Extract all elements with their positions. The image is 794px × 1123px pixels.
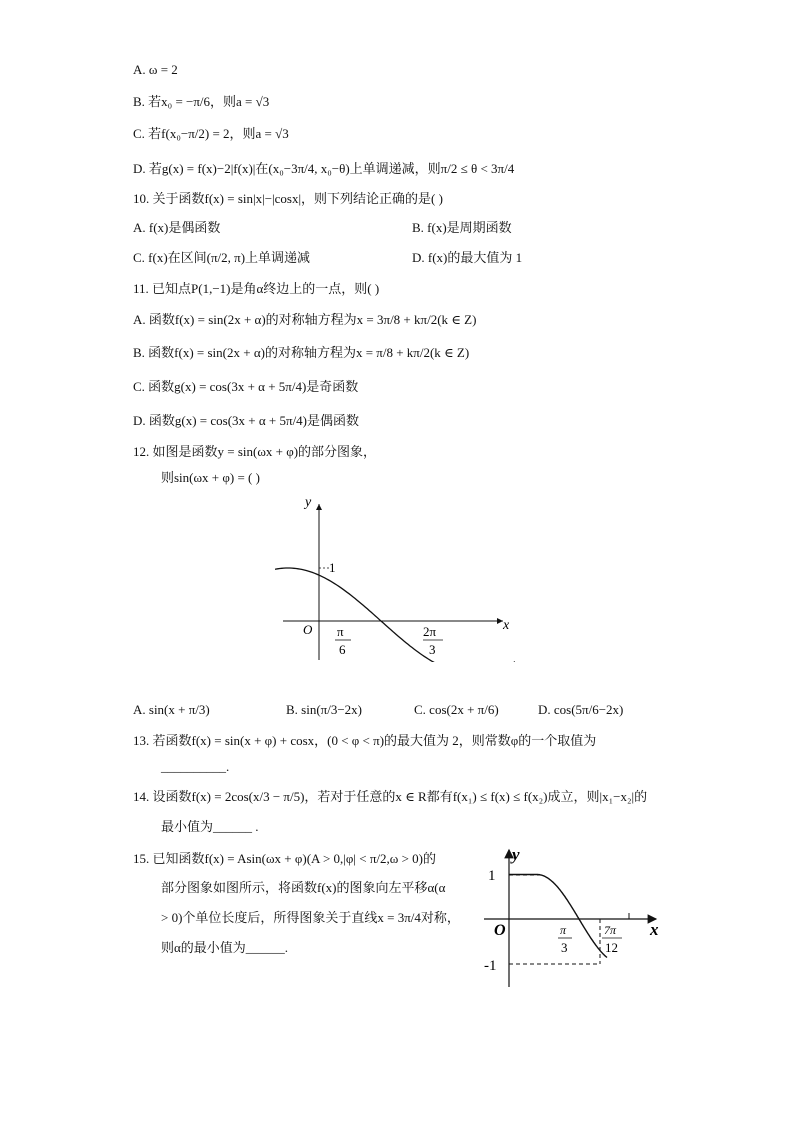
- q11-stem: 11. 已知点P(1,−1)是角α终边上的一点，则( ): [133, 281, 380, 296]
- q10-option-a: A. f(x)是偶函数: [133, 220, 221, 235]
- q12-stem-2: 则sin(ωx + φ) = ( ): [161, 470, 260, 485]
- q11-option-a: A. 函数f(x) = sin(2x + α)的对称轴方程为x = 3π/8 + kπ/2(k ∈ Z): [133, 312, 477, 327]
- q15-graph: [474, 842, 670, 992]
- q12-option-b: B. sin(π/3−2x): [286, 702, 363, 717]
- y-tick-1: 1: [329, 560, 336, 575]
- q10-option-d: D. f(x)的最大值为 1: [412, 250, 523, 265]
- q10-option-b: B. f(x)是周期函数: [412, 220, 512, 235]
- q12-option-d: D. cos(5π/6−2x): [538, 702, 624, 717]
- x-axis-label: x: [650, 920, 659, 939]
- q10-option-c: C. f(x)在区间(π/2, π)上单调递减: [133, 250, 311, 265]
- q9-option-b: B. 若x₀ = −π/6，则a = √3: [133, 94, 270, 109]
- q12-stem: 12. 如图是函数y = sin(ωx + φ)的部分图象，: [133, 444, 377, 459]
- q11-option-b: B. 函数f(x) = sin(2x + α)的对称轴方程为x = π/8 + kπ/2(k ∈ Z): [133, 345, 470, 360]
- x-tick-a-num: π: [560, 923, 567, 937]
- x-tick-a-den: 3: [561, 940, 568, 955]
- q12-option-a: A. sin(x + π/3): [133, 702, 210, 717]
- q12-sine-graph: [275, 492, 515, 662]
- x-tick-1-den: 6: [339, 642, 346, 657]
- q10-stem: 10. 关于函数f(x) = sin|x|−|cosx|，则下列结论正确的是( ): [133, 191, 443, 206]
- x-tick-2-num: 2π: [423, 624, 437, 639]
- origin-label: O: [303, 622, 313, 637]
- q15-line-3: > 0)个单位长度后，所得图象关于直线x = 3π/4对称，: [161, 910, 460, 925]
- q9-option-a: A. ω = 2: [133, 62, 178, 77]
- q13-blank: __________.: [161, 759, 230, 774]
- x-tick-b-num: 7π: [604, 923, 617, 937]
- q14-stem-2: 最小值为______ .: [161, 819, 259, 834]
- x-tick-2-den: 3: [429, 642, 436, 657]
- q14-stem: 14. 设函数f(x) = 2cos(x/3 − π/5)，若对于任意的x ∈ R都有f(x₁) ≤ f(x) ≤ f(x₂)成立，则|x₁−x₂|的: [133, 789, 648, 804]
- y-tick-minus-1: -1: [484, 958, 497, 974]
- x-axis-label: x: [503, 618, 510, 633]
- y-axis-label: y: [305, 495, 312, 510]
- q12-option-c: C. cos(2x + π/6): [414, 702, 499, 717]
- sine-curve: [275, 568, 515, 662]
- q11-option-c: C. 函数g(x) = cos(3x + α + 5π/4)是奇函数: [133, 379, 359, 394]
- origin-label: O: [494, 922, 506, 939]
- q15-line-4: 则α的最小值为______.: [161, 940, 289, 955]
- x-tick-b-den: 12: [605, 940, 618, 955]
- q9-option-c: C. 若f(x₀−π/2) = 2，则a = √3: [133, 126, 289, 141]
- q13-stem: 13. 若函数f(x) = sin(x + φ) + cosx，(0 < φ < π)的最大值为 2，则常数φ的一个取值为: [133, 733, 597, 748]
- y-axis-label: y: [512, 845, 520, 864]
- q15-line-2: 部分图象如图所示，将函数f(x)的图象向左平移α(α: [161, 880, 446, 895]
- q11-option-d: D. 函数g(x) = cos(3x + α + 5π/4)是偶函数: [133, 413, 360, 428]
- y-tick-1: 1: [488, 868, 496, 884]
- curve: [509, 875, 607, 958]
- q9-option-d: D. 若g(x) = f(x)−2|f(x)|在(x₀−3π/4, x₀−θ)上单调递减，则π/2 ≤ θ < 3π/4: [133, 161, 515, 176]
- x-tick-1-num: π: [337, 624, 344, 639]
- q15-line-1: 15. 已知函数f(x) = Asin(ωx + φ)(A > 0,|φ| < π/2,ω > 0)的: [133, 851, 436, 866]
